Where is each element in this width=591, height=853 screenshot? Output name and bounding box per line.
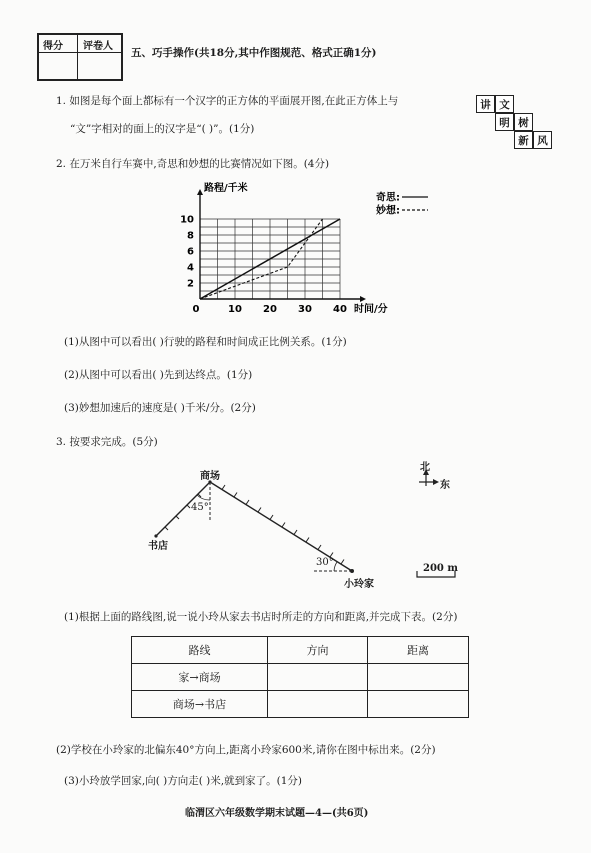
label-north: 北 bbox=[420, 462, 430, 473]
label-angle-mall: 45° bbox=[191, 502, 209, 513]
route-table bbox=[131, 636, 469, 718]
score-label: 得分 bbox=[43, 41, 63, 52]
x-tick-label: 10 bbox=[228, 304, 242, 315]
table-cell-answer[interactable] bbox=[368, 691, 469, 718]
net-cell: 风 bbox=[533, 131, 552, 149]
label-home: 小玲家 bbox=[344, 579, 374, 590]
label-scale: 200 m bbox=[423, 563, 458, 574]
section-title: 五、巧手操作(共18分,其中作图规范、格式正确1分) bbox=[131, 47, 377, 59]
angle-arc-mall bbox=[197, 495, 210, 500]
legend-label: 奇思: bbox=[376, 192, 400, 204]
y-axis-label: 路程/千米 bbox=[204, 183, 248, 194]
table-header: 距离 bbox=[368, 637, 469, 664]
q3-sub1: (1)根据上面的路线图,说一说小玲从家去书店时所走的方向和距离,并完成下表。(2分) bbox=[64, 611, 458, 623]
net-cell: 树 bbox=[514, 113, 533, 131]
q2-intro: 2. 在万米自行车赛中,奇思和妙想的比赛情况如下图。(4分) bbox=[56, 158, 330, 170]
label-angle-home: 30° bbox=[316, 557, 334, 568]
page-footer: 临渭区六年级数学期末试题—4—(共6页) bbox=[185, 808, 369, 819]
label-east: 东 bbox=[440, 480, 450, 491]
net-cell: 明 bbox=[495, 113, 514, 131]
y-tick-label: 2 bbox=[187, 278, 194, 290]
q2-sub2: (2)从图中可以看出( )先到达终点。(1分) bbox=[64, 369, 253, 381]
label-mall: 商场 bbox=[200, 471, 220, 482]
q1-line1: 1. 如图是每个面上都标有一个汉字的正方体的平面展开图,在此正方体上与 bbox=[56, 95, 399, 107]
label-bookstore: 书店 bbox=[148, 541, 168, 552]
table-row bbox=[132, 664, 469, 691]
table-cell-answer[interactable] bbox=[268, 691, 368, 718]
table-header: 路线 bbox=[132, 637, 268, 664]
q2-sub1: (1)从图中可以看出( )行驶的路程和时间成正比例关系。(1分) bbox=[64, 336, 347, 348]
net-cell: 讲 bbox=[476, 95, 495, 113]
table-cell-answer[interactable] bbox=[268, 664, 368, 691]
angle-arc-home bbox=[334, 562, 337, 571]
q2-sub3: (3)妙想加速后的速度是( )千米/分。(2分) bbox=[64, 402, 256, 414]
q3-sub3: (3)小玲放学回家,向( )方向走( )米,就到家了。(1分) bbox=[64, 775, 302, 787]
table-cell: 商场→书店 bbox=[132, 691, 268, 718]
table-header-row bbox=[132, 637, 469, 664]
y-tick-label: 6 bbox=[187, 246, 194, 258]
table-row bbox=[132, 691, 469, 718]
table-cell-answer[interactable] bbox=[368, 664, 469, 691]
route-ticks-mall-home bbox=[222, 485, 344, 564]
x-tick-label: 30 bbox=[298, 304, 312, 315]
y-tick-label: 8 bbox=[187, 230, 194, 242]
origin-label: 0 bbox=[192, 304, 200, 315]
q1-line2: “文”字相对的面上的汉字是“( )”。(1分) bbox=[70, 123, 255, 135]
y-tick-label: 10 bbox=[180, 214, 194, 226]
y-tick-label: 4 bbox=[187, 262, 194, 274]
x-tick-label: 40 bbox=[333, 304, 347, 315]
x-tick-label: 20 bbox=[263, 304, 277, 315]
net-cell: 文 bbox=[495, 95, 514, 113]
home-point bbox=[350, 569, 354, 573]
q3-sub2: (2)学校在小玲家的北偏东40°方向上,距离小玲家600米,请你在图中标出来。(2分) bbox=[56, 744, 436, 756]
legend-label: 妙想: bbox=[376, 205, 400, 217]
q3-intro: 3. 按要求完成。(5分) bbox=[56, 436, 158, 448]
net-cell: 新 bbox=[514, 131, 533, 149]
table-cell: 家→商场 bbox=[132, 664, 268, 691]
grader-label: 评卷人 bbox=[83, 41, 113, 52]
table-header: 方向 bbox=[268, 637, 368, 664]
x-axis-label: 时间/分 bbox=[354, 304, 388, 315]
